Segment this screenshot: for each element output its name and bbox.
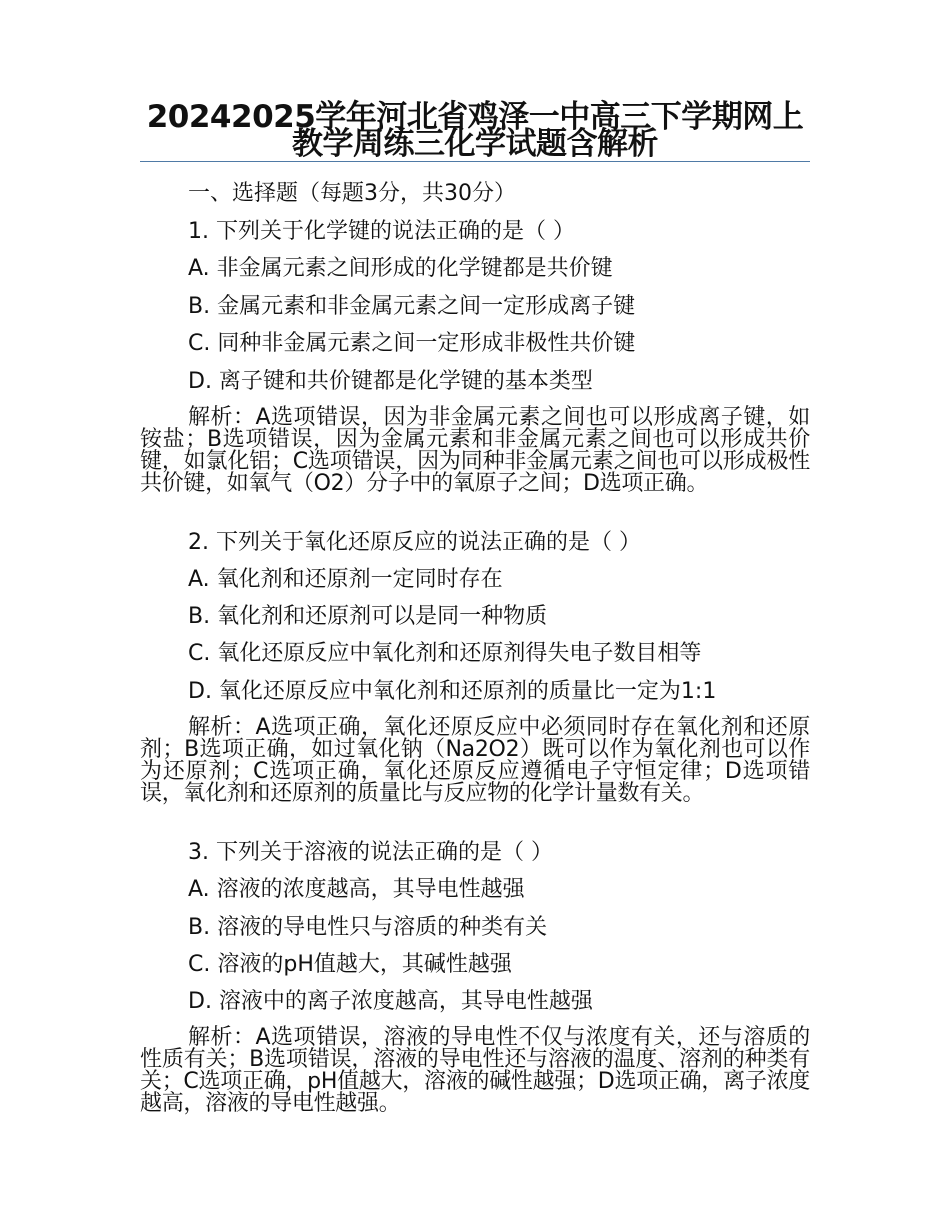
question-3-analysis: 解析：A选项错误，溶液的导电性不仅与浓度有关，还与溶质的性质有关；B选项错误，溶液的导电性还与溶液的温度、溶剂的种类有关；C选项正确，pH值越大，溶液的碱性越强；D选项正确，离子浓度越高，溶液的导电性越强。: [140, 1025, 810, 1116]
question-1-option-c: C. 同种非金属元素之间一定形成非极性共价键: [188, 331, 636, 356]
question-1-option-a: A. 非金属元素之间形成的化学键都是共价键: [188, 256, 613, 281]
question-3-option-a: A. 溶液的浓度越高，其导电性越强: [188, 877, 525, 902]
section-heading: 一、选择题（每题3分，共30分）: [188, 181, 516, 206]
title-underline: [140, 161, 810, 162]
question-3-option-b: B. 溶液的导电性只与溶质的种类有关: [188, 915, 548, 940]
question-2-option-a: A. 氧化剂和还原剂一定同时存在: [188, 567, 503, 592]
question-2-option-d: D. 氧化还原反应中氧化剂和还原剂的质量比一定为1:1: [188, 679, 717, 704]
question-3-option-c: C. 溶液的pH值越大，其碱性越强: [188, 952, 512, 977]
question-3-stem: 3. 下列关于溶液的说法正确的是（ ）: [188, 840, 553, 865]
question-1-option-d: D. 离子键和共价键都是化学键的基本类型: [188, 369, 593, 394]
question-1-stem: 1. 下列关于化学键的说法正确的是（ ）: [188, 219, 575, 244]
question-2-option-c: C. 氧化还原反应中氧化剂和还原剂得失电子数目相等: [188, 641, 702, 666]
question-1-analysis: 解析：A选项错误，因为非金属元素之间也可以形成离子键，如铵盐；B选项错误，因为金属元素和非金属元素之间也可以形成共价键，如氯化铝；C选项错误，因为同种非金属元素之间也可以形成极性共价键，如氧气（O2）分子中的氧原子之间；D选项正确。: [140, 405, 810, 496]
question-1-option-b: B. 金属元素和非金属元素之间一定形成离子键: [188, 294, 636, 319]
document-title: 20242025学年河北省鸡泽一中高三下学期网上教学周练三化学试题含解析: [146, 99, 804, 162]
question-2-option-b: B. 氧化剂和还原剂可以是同一种物质: [188, 604, 548, 629]
question-2-stem: 2. 下列关于氧化还原反应的说法正确的是（ ）: [188, 530, 641, 555]
question-3-option-d: D. 溶液中的离子浓度越高，其导电性越强: [188, 989, 593, 1014]
question-2-analysis: 解析：A选项正确，氧化还原反应中必须同时存在氧化剂和还原剂；B选项正确，如过氧化钠（Na2O2）既可以作为氧化剂也可以作为还原剂；C选项正确，氧化还原反应遵循电子守恒定律；D选项错误，氧化剂和还原剂的质量比与反应物的化学计量数有关。: [140, 715, 810, 806]
